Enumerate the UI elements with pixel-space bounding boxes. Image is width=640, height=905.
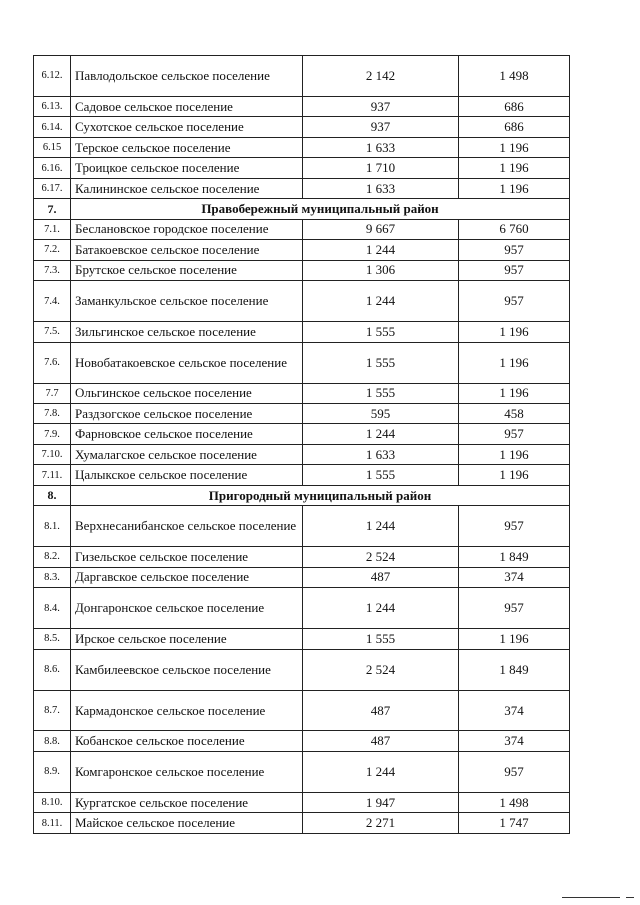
settlement-name: Донгаронское сельское поселение (71, 588, 303, 629)
table-row (34, 629, 570, 649)
table-body (34, 56, 570, 834)
settlement-name: Батакоевское сельское поселение (71, 240, 303, 260)
table-row (34, 813, 570, 833)
value-1: 1 555 (303, 342, 459, 383)
footer-dash (626, 897, 634, 898)
row-number: 8.3. (34, 567, 71, 587)
table-row (34, 56, 570, 97)
section-number: 7. (34, 199, 71, 219)
row-number: 7.5. (34, 322, 71, 342)
row-number: 8.1. (34, 506, 71, 547)
row-number: 6.12. (34, 56, 71, 97)
value-1: 487 (303, 690, 459, 731)
settlement-name: Даргавское сельское поселение (71, 567, 303, 587)
value-2: 1 196 (459, 444, 570, 464)
value-2: 957 (459, 281, 570, 322)
table-row (34, 137, 570, 157)
value-1: 1 947 (303, 792, 459, 812)
value-2: 1 196 (459, 137, 570, 157)
table-row (34, 465, 570, 485)
value-2: 374 (459, 690, 570, 731)
table-row (34, 322, 570, 342)
settlement-name: Ольгинское сельское поселение (71, 383, 303, 403)
row-number: 6.13. (34, 96, 71, 116)
table-row (34, 178, 570, 198)
value-2: 1 849 (459, 547, 570, 567)
value-2: 374 (459, 731, 570, 751)
row-number: 7.4. (34, 281, 71, 322)
value-1: 1 555 (303, 465, 459, 485)
value-2: 1 849 (459, 649, 570, 690)
row-number: 8.7. (34, 690, 71, 731)
value-2: 1 498 (459, 56, 570, 97)
row-number: 7.9. (34, 424, 71, 444)
table-row (34, 158, 570, 178)
row-number: 6.15 (34, 137, 71, 157)
settlement-name: Хумалагское сельское поселение (71, 444, 303, 464)
table-row (34, 444, 570, 464)
row-number: 8.4. (34, 588, 71, 629)
settlement-name: Цалыкское сельское поселение (71, 465, 303, 485)
settlement-name: Верхнесанибанское сельское поселение (71, 506, 303, 547)
value-1: 2 271 (303, 813, 459, 833)
value-1: 1 244 (303, 751, 459, 792)
value-2: 1 196 (459, 383, 570, 403)
table-row (34, 506, 570, 547)
table-row (34, 649, 570, 690)
value-2: 1 196 (459, 158, 570, 178)
settlement-name: Беслановское городское поселение (71, 219, 303, 239)
row-number: 7.1. (34, 219, 71, 239)
value-2: 957 (459, 751, 570, 792)
row-number: 8.11. (34, 813, 71, 833)
row-number: 8.5. (34, 629, 71, 649)
row-number: 7.3. (34, 260, 71, 280)
settlement-name: Кармадонское сельское поселение (71, 690, 303, 731)
section-title: Правобережный муниципальный район (71, 199, 570, 219)
row-number: 6.14. (34, 117, 71, 137)
table-row (34, 690, 570, 731)
settlement-name: Терское сельское поселение (71, 137, 303, 157)
settlement-name: Кургатское сельское поселение (71, 792, 303, 812)
table-row (34, 219, 570, 239)
value-1: 2 142 (303, 56, 459, 97)
value-2: 957 (459, 506, 570, 547)
table-row (34, 792, 570, 812)
value-2: 957 (459, 240, 570, 260)
row-number: 7.6. (34, 342, 71, 383)
value-1: 937 (303, 96, 459, 116)
settlement-name: Новобатакоевское сельское поселение (71, 342, 303, 383)
value-1: 595 (303, 403, 459, 423)
value-2: 1 747 (459, 813, 570, 833)
section-number: 8. (34, 485, 71, 505)
value-2: 1 498 (459, 792, 570, 812)
settlement-name: Ирское сельское поселение (71, 629, 303, 649)
value-1: 1 555 (303, 629, 459, 649)
row-number: 8.10. (34, 792, 71, 812)
row-number: 7.10. (34, 444, 71, 464)
settlement-name: Комгаронское сельское поселение (71, 751, 303, 792)
value-1: 1 555 (303, 322, 459, 342)
value-1: 1 244 (303, 506, 459, 547)
value-1: 487 (303, 731, 459, 751)
value-1: 1 244 (303, 424, 459, 444)
row-number: 7.7 (34, 383, 71, 403)
settlement-name: Кобанское сельское поселение (71, 731, 303, 751)
value-2: 1 196 (459, 178, 570, 198)
value-2: 1 196 (459, 465, 570, 485)
value-1: 1 633 (303, 178, 459, 198)
value-1: 1 555 (303, 383, 459, 403)
section-title: Пригородный муниципальный район (71, 485, 570, 505)
value-2: 957 (459, 588, 570, 629)
value-1: 9 667 (303, 219, 459, 239)
table-row (34, 751, 570, 792)
value-1: 2 524 (303, 649, 459, 690)
table-row (34, 342, 570, 383)
table-row (34, 588, 570, 629)
row-number: 8.2. (34, 547, 71, 567)
value-2: 1 196 (459, 342, 570, 383)
row-number: 8.9. (34, 751, 71, 792)
footer-rule (562, 897, 620, 898)
table-row (34, 281, 570, 322)
value-2: 957 (459, 424, 570, 444)
value-1: 1 244 (303, 240, 459, 260)
settlement-name: Гизельское сельское поселение (71, 547, 303, 567)
value-2: 686 (459, 96, 570, 116)
table-row (34, 424, 570, 444)
row-number: 6.17. (34, 178, 71, 198)
row-number: 7.8. (34, 403, 71, 423)
settlement-name: Сухотское сельское поселение (71, 117, 303, 137)
settlement-name: Камбилеевское сельское поселение (71, 649, 303, 690)
value-1: 487 (303, 567, 459, 587)
value-1: 1 633 (303, 137, 459, 157)
value-2: 374 (459, 567, 570, 587)
section-header-row (34, 485, 570, 505)
settlement-name: Фарновское сельское поселение (71, 424, 303, 444)
value-1: 1 633 (303, 444, 459, 464)
value-1: 1 306 (303, 260, 459, 280)
row-number: 7.2. (34, 240, 71, 260)
value-1: 2 524 (303, 547, 459, 567)
settlements-table (33, 55, 570, 834)
table-row (34, 403, 570, 423)
value-1: 1 710 (303, 158, 459, 178)
table-row (34, 240, 570, 260)
row-number: 6.16. (34, 158, 71, 178)
value-2: 686 (459, 117, 570, 137)
settlement-name: Садовое сельское поселение (71, 96, 303, 116)
settlement-name: Павлодольское сельское поселение (71, 56, 303, 97)
table-row (34, 567, 570, 587)
table-row (34, 260, 570, 280)
table-row (34, 117, 570, 137)
settlement-name: Троицкое сельское поселение (71, 158, 303, 178)
settlement-name: Калининское сельское поселение (71, 178, 303, 198)
value-2: 458 (459, 403, 570, 423)
settlement-name: Брутское сельское поселение (71, 260, 303, 280)
value-1: 937 (303, 117, 459, 137)
row-number: 7.11. (34, 465, 71, 485)
settlement-name: Раздзогское сельское поселение (71, 403, 303, 423)
row-number: 8.8. (34, 731, 71, 751)
value-2: 1 196 (459, 629, 570, 649)
value-1: 1 244 (303, 588, 459, 629)
table-row (34, 96, 570, 116)
settlement-name: Майское сельское поселение (71, 813, 303, 833)
value-2: 1 196 (459, 322, 570, 342)
value-2: 957 (459, 260, 570, 280)
value-1: 1 244 (303, 281, 459, 322)
settlement-name: Заманкульское сельское поселение (71, 281, 303, 322)
section-header-row (34, 199, 570, 219)
value-2: 6 760 (459, 219, 570, 239)
settlement-name: Зильгинское сельское поселение (71, 322, 303, 342)
table-row (34, 383, 570, 403)
row-number: 8.6. (34, 649, 71, 690)
table-row (34, 547, 570, 567)
table-row (34, 731, 570, 751)
